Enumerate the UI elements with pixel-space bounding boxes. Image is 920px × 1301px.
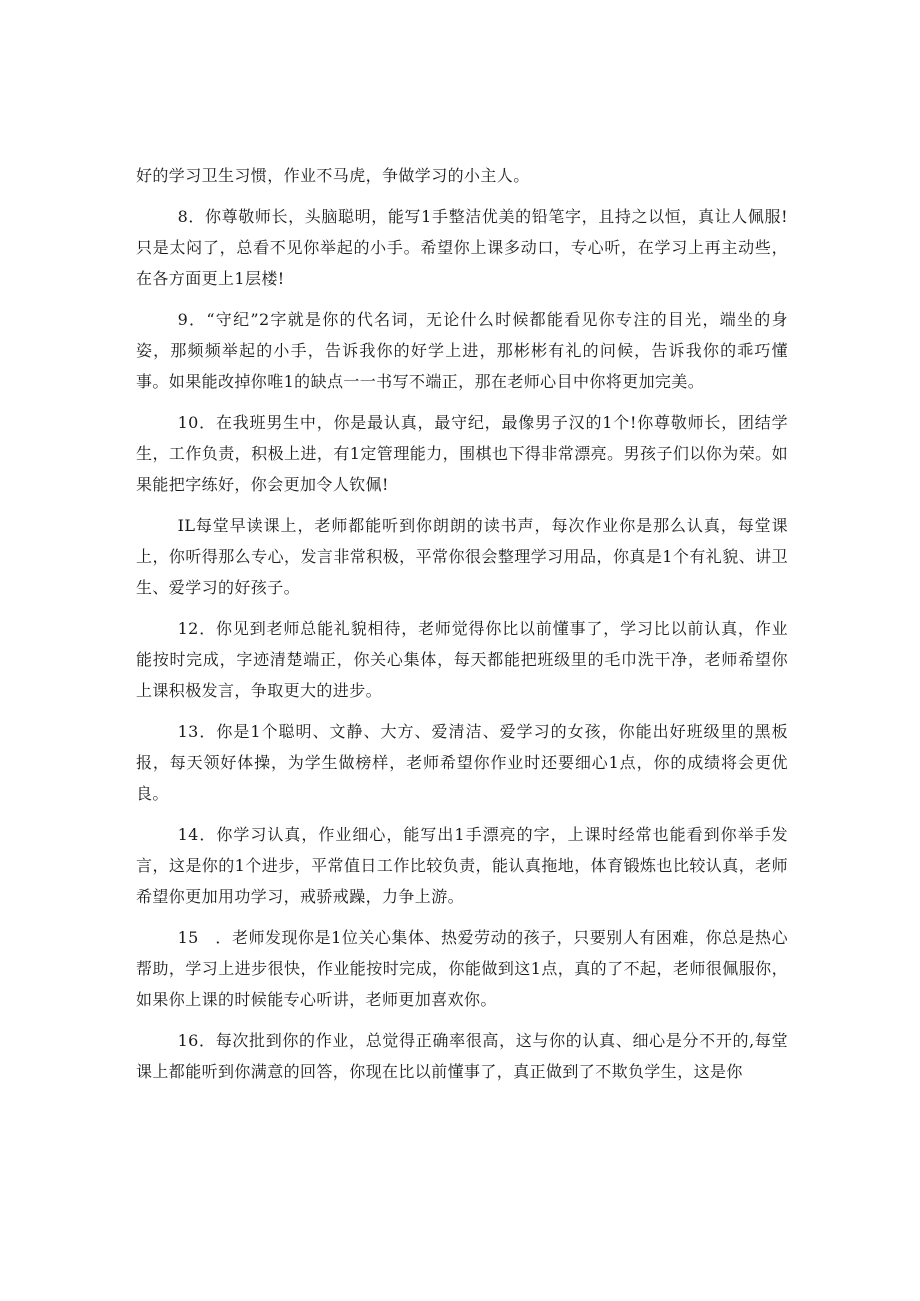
paragraph-13: 13．你是1个聪明、文静、大方、爱清洁、爱学习的女孩，你能出好班级里的黑板报，每天领好体操，为学生做榜样，老师希望你作业时还要细心1点，你的成绩将会更优良。 xyxy=(136,722,788,803)
paragraph-16: 16．每次批到你的作业，总觉得正确率很高，这与你的认真、细心是分不开的,每堂课上都能听到你满意的回答，你现在比以前懂事了，真正做到了不欺负学生，这是你 xyxy=(136,1031,788,1081)
document-page xyxy=(136,160,788,1097)
paragraph-10: 10．在我班男生中，你是最认真，最守纪，最像男子汉的1个!你尊敬师长，团结学生，工作负责，积极上进，有1定管理能力，围棋也下得非常漂亮。男孩子们以你为荣。如果能把字练好，你会更加令人钦佩! xyxy=(136,413,788,494)
paragraph-continuation: 好的学习卫生习惯，作业不马虎，争做学习的小主人。 xyxy=(136,166,530,185)
paragraph-15: 15 ．老师发现你是1位关心集体、热爱劳动的孩子，只要别人有困难，你总是热心帮助，学习上进步很快，作业能按时完成，你能做到这1点，真的了不起，老师很佩服你，如果你上课的时候能专心听讲，老师更加喜欢你。 xyxy=(136,928,788,1009)
paragraph-12: 12．你见到老师总能礼貌相待，老师觉得你比以前懂事了，学习比以前认真，作业能按时完成，字迹清楚端正，你关心集体，每天都能把班级里的毛巾洗干净，老师希望你上课积极发言，争取更大的进步。 xyxy=(136,619,788,700)
paragraph-9: 9．“守纪”2字就是你的代名词，无论什么时候都能看见你专注的目光，端坐的身姿，那频频举起的小手，告诉我你的好学上进，那彬彬有礼的问候，告诉我你的乖巧懂事。如果能改掉你唯1的缺点一一书写不端正，那在老师心目中你将更加完美。 xyxy=(136,310,788,391)
paragraph-14: 14．你学习认真，作业细心，能写出1手漂亮的字，上课时经常也能看到你举手发言，这是你的1个进步，平常值日工作比较负责，能认真拖地，体育锻炼也比较认真，老师希望你更加用功学习，戒骄戒躁，力争上游。 xyxy=(136,825,788,906)
paragraph-11: IL每堂早读课上，老师都能听到你朗朗的读书声，每次作业你是那么认真，每堂课上，你听得那么专心，发言非常积极，平常你很会整理学习用品，你真是1个有礼貌、讲卫生、爱学习的好孩子。 xyxy=(136,516,788,597)
paragraph-8: 8．你尊敬师长，头脑聪明，能写1手整洁优美的铅笔字，且持之以恒，真让人佩服!只是太闷了，总看不见你举起的小手。希望你上课多动口，专心听，在学习上再主动些，在各方面更上1层楼! xyxy=(136,207,788,288)
